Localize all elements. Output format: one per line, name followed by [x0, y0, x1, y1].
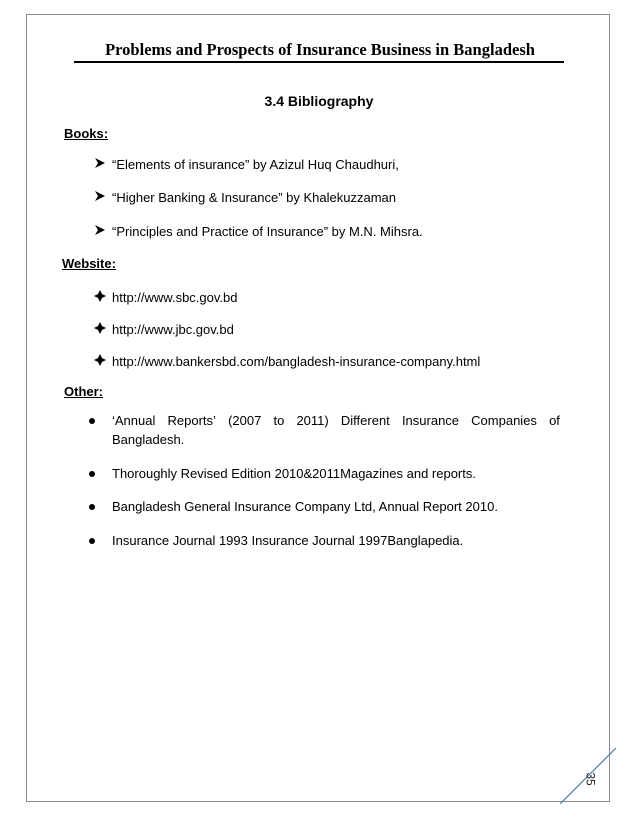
- other-item-word: Different: [340, 413, 390, 428]
- arrowhead-bullet-icon: [94, 157, 108, 172]
- other-item-word: Insurance: [401, 413, 460, 428]
- other-item-word: Reports’: [167, 413, 216, 428]
- other-item-word: Companies: [471, 413, 537, 428]
- arrowhead-bullet-icon: [94, 224, 108, 239]
- other-item-word: to: [273, 413, 285, 428]
- other-item-text: [112, 413, 560, 447]
- other-item-word: ‘Annual: [112, 413, 156, 428]
- other-item-line: [112, 413, 560, 428]
- other-item-word: 2011): [296, 413, 329, 428]
- books-heading: Books:: [64, 126, 109, 141]
- dot-bullet-icon: [88, 499, 96, 516]
- book-item-text: “Principles and Practice of Insurance” by M.N. Mihsra.: [112, 224, 423, 239]
- diamond-bullet-icon: [94, 354, 108, 369]
- website-link[interactable]: http://www.jbc.gov.bd: [112, 322, 234, 337]
- page-border: [26, 14, 610, 802]
- website-link[interactable]: http://www.sbc.gov.bd: [112, 290, 238, 305]
- other-item-text: Thoroughly Revised Edition 2010&2011Magazines and reports.: [112, 466, 476, 481]
- dot-bullet-icon: [88, 533, 96, 550]
- other-item-word: of: [549, 413, 560, 428]
- other-heading: Other:: [64, 384, 103, 399]
- section-title: 3.4 Bibliography: [264, 93, 374, 109]
- page-header-title: Problems and Prospects of Insurance Business in Bangladesh: [105, 40, 535, 59]
- other-item-line: Bangladesh.: [112, 432, 185, 447]
- diamond-bullet-icon: [94, 322, 108, 337]
- other-item-word: (2007: [228, 413, 262, 428]
- arrowhead-bullet-icon: [94, 190, 108, 205]
- website-link[interactable]: http://www.bankersbd.com/bangladesh-insurance-company.html: [112, 354, 481, 369]
- other-item-text: Bangladesh General Insurance Company Ltd, Annual Report 2010.: [112, 499, 498, 514]
- book-item-text: “Elements of insurance” by Azizul Huq Chaudhuri,: [112, 157, 399, 172]
- dot-bullet-icon: [88, 466, 96, 483]
- page-number: 35: [583, 772, 598, 786]
- website-heading: Website:: [62, 256, 116, 271]
- header-rule: [74, 61, 564, 63]
- diamond-bullet-icon: [94, 290, 108, 305]
- other-item-text: Insurance Journal 1993 Insurance Journal 1997Banglapedia.: [112, 533, 464, 548]
- book-item-text: “Higher Banking & Insurance” by Khalekuzzaman: [112, 190, 396, 205]
- dot-bullet-icon: [88, 413, 96, 430]
